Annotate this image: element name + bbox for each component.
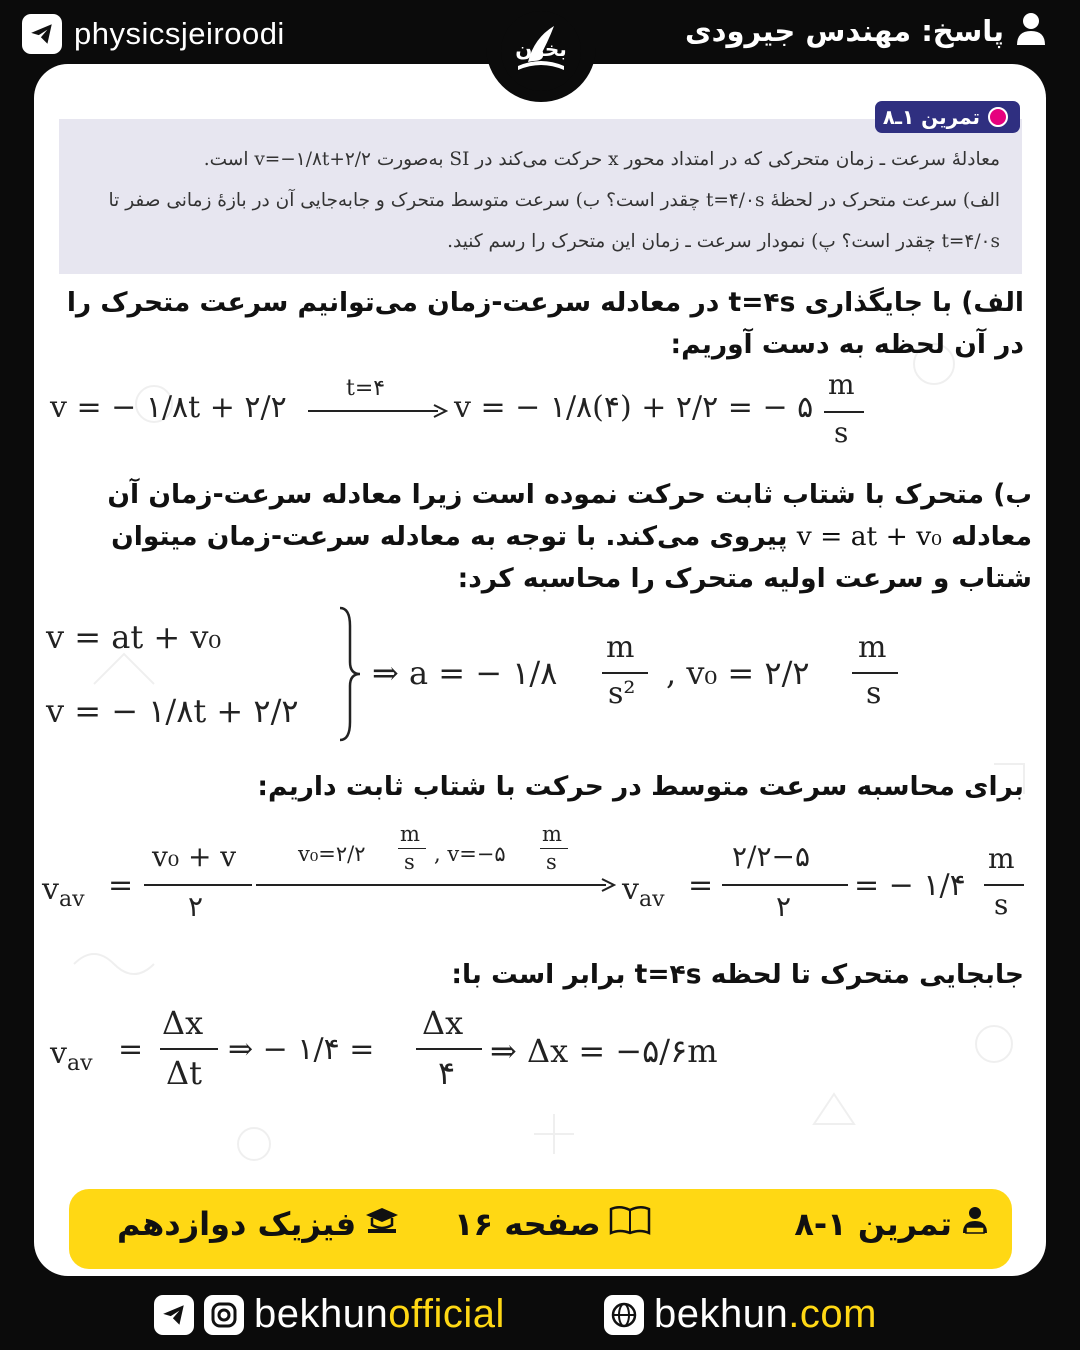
avg-arrow-unit-num-2: m xyxy=(542,822,562,846)
part-b-text-1: ب) متحرک با شتاب ثابت حرکت نموده است زیرا معادله سرعت-زمان آن معادله xyxy=(107,479,1032,552)
telegram-handle: physicsjeiroodi xyxy=(74,16,285,51)
answer-label: پاسخ: مهندس جیرودی xyxy=(685,14,1004,48)
part-b-system xyxy=(46,604,946,744)
footer-page xyxy=(454,1205,651,1243)
avg-vav: $v_{av}$ xyxy=(42,872,85,912)
avg-unit-frac-line xyxy=(984,884,1024,886)
exercise-line-1: معادلهٔ سرعت ـ زمان متحرکی که در امتداد محور x حرکت می‌کند در SI به‌صورت v=−۱/۸t+۲/۲ است. xyxy=(203,149,1000,170)
bottom-bar xyxy=(0,1278,1080,1350)
social-link[interactable] xyxy=(154,1292,505,1337)
part-a-unit-den: s xyxy=(834,416,849,449)
avg-text: برای محاسبه سرعت متوسط در حرکت با شتاب ثابت داریم: xyxy=(257,771,1024,802)
a-unit-den: s² xyxy=(608,676,636,711)
v0-unit-den: s xyxy=(866,676,882,711)
instagram-icon xyxy=(204,1295,244,1335)
tag-dot-icon xyxy=(988,107,1008,127)
disp-f1-num: Δx xyxy=(162,1004,204,1042)
a-frac-line xyxy=(602,672,648,674)
footer-book-label: فیزیک دوازدهم xyxy=(117,1205,357,1243)
logo-text: بخون xyxy=(515,37,567,61)
disp-f1-den: Δt xyxy=(166,1054,202,1092)
exercise-text xyxy=(79,139,1000,262)
avg-equation xyxy=(42,824,1032,944)
exercise-tag xyxy=(875,101,1020,133)
part-a-frac-line xyxy=(824,411,864,413)
bekhun-logo xyxy=(486,0,596,102)
avg-arrow-unit-den-2: s xyxy=(546,850,557,874)
exercise-box xyxy=(59,119,1022,274)
part-b-text xyxy=(54,474,1032,600)
disp-f2-num: Δx xyxy=(422,1004,464,1042)
avg-equals: = xyxy=(108,868,134,903)
v0-frac-line xyxy=(852,672,898,674)
footer-book xyxy=(117,1205,400,1243)
social-handle: bekhunofficial xyxy=(254,1292,505,1336)
avg-frac2-den: ۲ xyxy=(776,890,792,923)
disp-f2-line xyxy=(416,1048,482,1050)
disp-vav: $v_{av}$ xyxy=(50,1036,93,1076)
top-bar xyxy=(0,0,1080,64)
answer-author xyxy=(685,12,1046,50)
system-eq-2: v = − ۱/۸t + ۲/۲ xyxy=(46,692,299,730)
footer-info-bar xyxy=(69,1189,1012,1269)
part-b-text-2: پیروی می‌کند. با توجه به معادله سرعت-زمان میتوان شتاب و سرعت اولیه متحرک را محاسبه کرد: xyxy=(111,521,1032,594)
disp-mid: ⇒ − ۱/۴ = xyxy=(228,1032,375,1067)
result-a: ⇒ a = − ۱/۸ xyxy=(372,654,558,692)
avg-unit-den: s xyxy=(994,888,1009,921)
website-link[interactable] xyxy=(604,1292,877,1337)
telegram-icon xyxy=(154,1295,194,1335)
exercise-line-2: الف) سرعت متحرک در لحظهٔ t=۴/۰s چقدر است؟ ب) سرعت متوسط متحرک و جابه‌جایی آن در بازهٔ زمانی صفر تا xyxy=(108,190,1000,211)
system-eq-1: v = at + v₀ xyxy=(46,618,222,656)
part-a-arrow-icon xyxy=(308,404,448,418)
part-b-formula: v = at + v₀ xyxy=(796,521,942,552)
disp-equation xyxy=(50,1004,810,1124)
globe-icon xyxy=(604,1295,644,1335)
open-book-icon xyxy=(609,1205,651,1243)
footer-exercise xyxy=(794,1205,990,1243)
content-card xyxy=(34,64,1046,1276)
part-a-equation xyxy=(50,368,855,454)
footer-page-label: صفحه ۱۶ xyxy=(454,1205,601,1243)
avg-frac-line xyxy=(144,884,252,886)
part-a-arrow-label: t=۴ xyxy=(346,376,386,401)
avg-unit-num: m xyxy=(988,842,1015,875)
disp-f1-line xyxy=(160,1048,218,1050)
graduation-cap-icon xyxy=(364,1205,400,1243)
part-a-eq-left: v = − ۱/۸t + ۲/۲ xyxy=(50,390,287,425)
avg-arrow-label-1: v₀=۲/۲ xyxy=(298,842,366,866)
footer-exercise-label: تمرین ۱-۸ xyxy=(794,1205,952,1243)
v0-unit-num: m xyxy=(858,630,887,665)
avg-frac2-num: ۲/۲−۵ xyxy=(732,840,811,873)
telegram-handle-link[interactable] xyxy=(22,14,285,54)
telegram-icon xyxy=(22,14,62,54)
avg-arrow-icon xyxy=(256,878,616,892)
exercise-line-3: t=۴/۰s چقدر است؟ پ) نمودار سرعت ـ زمان این متحرک را رسم کنید. xyxy=(447,231,1000,252)
a-unit-num: m xyxy=(606,630,635,665)
disp-text: جابجایی متحرک تا لحظه t=۴s برابر است با: xyxy=(451,959,1024,990)
result-v0: , v₀ = ۲/۲ xyxy=(666,654,810,692)
exercise-tag-label: تمرین ۱ـ۸ xyxy=(882,105,980,129)
avg-frac-num: v₀ + v xyxy=(152,840,237,873)
system-brace-icon xyxy=(336,606,366,742)
avg-arrow-unit-den-1: s xyxy=(404,850,415,874)
part-a-eq-right: v = − ۱/۸(۴) + ۲/۲ = − ۵ xyxy=(454,390,814,425)
part-a-text: الف) با جایگذاری t=۴s در معادله سرعت-زمان می‌توانیم سرعت متحرک را در آن لحظه به دست آوریم: xyxy=(66,287,1024,360)
disp-equals: = xyxy=(118,1032,144,1067)
disp-f2-den: ۴ xyxy=(438,1054,456,1092)
avg-arrow-label-2: , v=−۵ xyxy=(434,842,506,866)
avg-arrow-frac-line-1 xyxy=(398,848,426,849)
avg-frac2-line xyxy=(722,884,848,886)
user-icon xyxy=(1016,12,1046,50)
part-a-unit-num: m xyxy=(828,368,855,401)
avg-equals-2: = xyxy=(688,868,714,903)
avg-vav-2: $v_{av}$ xyxy=(622,872,665,912)
website-url: bekhun.com xyxy=(654,1292,877,1336)
avg-result: = − ۱/۴ xyxy=(854,868,966,903)
teacher-icon xyxy=(960,1205,990,1243)
avg-arrow-frac-line-2 xyxy=(540,848,568,849)
disp-result: ⇒ Δx = −۵/۶m xyxy=(490,1032,718,1070)
avg-arrow-unit-num-1: m xyxy=(400,822,420,846)
avg-frac-den: ۲ xyxy=(188,890,204,923)
